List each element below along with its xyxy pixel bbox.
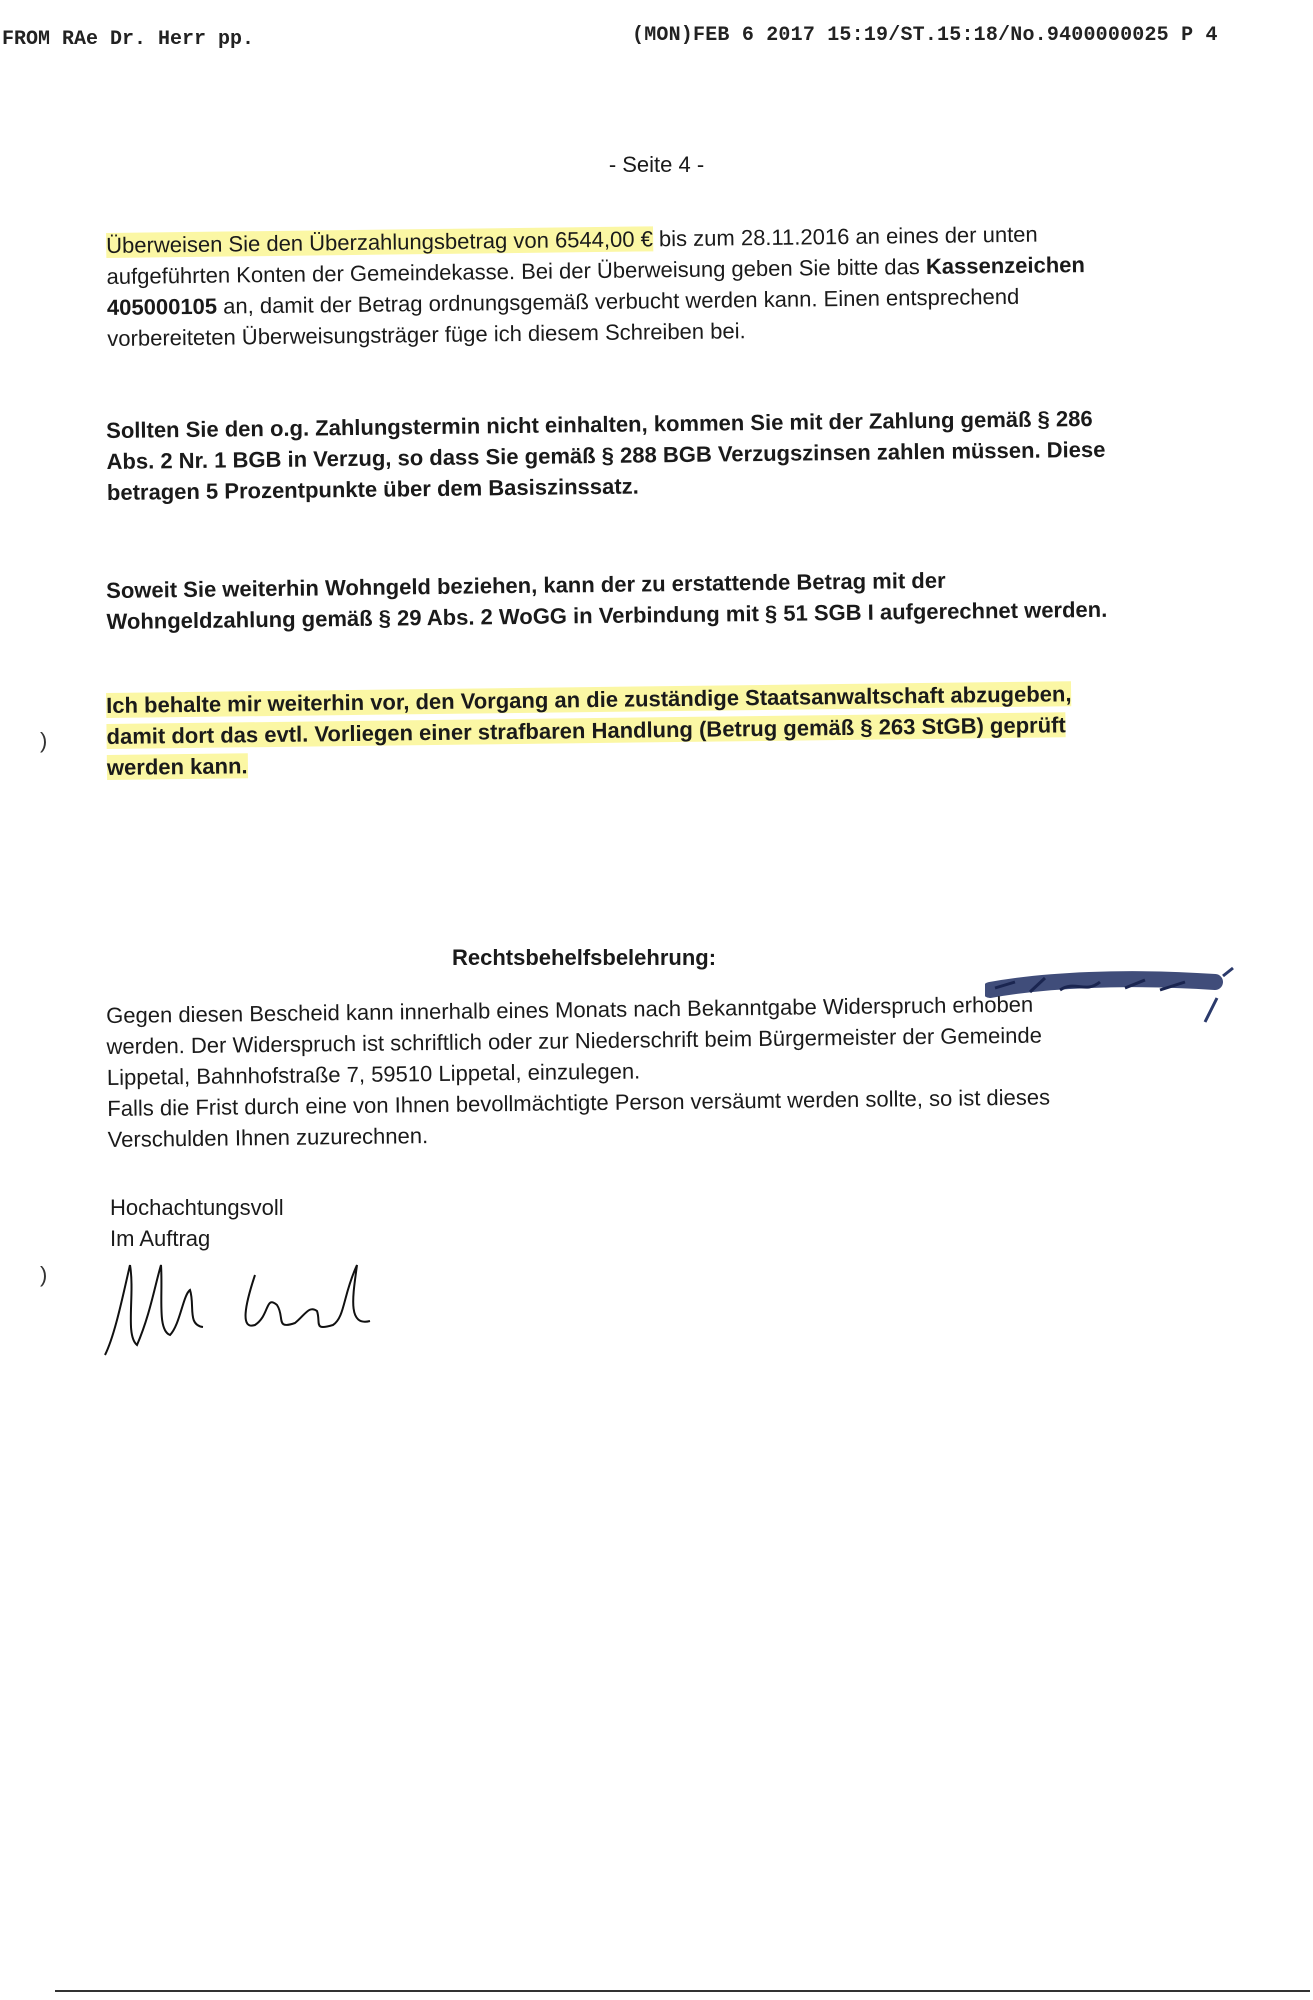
offset-paragraph: Soweit Sie weiterhin Wohngeld beziehen, kann der zu erstattende Betrag mit der Wohngeldzahlung gemäß § 29 Abs. 2 WoGG in Verbindung mit § 51 SGB I aufgerechnet werden. — [106, 567, 1108, 634]
legal-remedy-paragraph — [106, 988, 1118, 1155]
remedy-text-1: Gegen diesen Bescheid kann innerhalb eines Monats nach Bekanntgabe Widerspruch erhoben werden. Der Widerspruch ist schriftlich oder zur Niederschrift beim Bürgermeister der Gemeinde Lippetal, Bahnhofstraße 7, 59510 Lippetal, einzulegen. — [106, 991, 1042, 1090]
payment-paragraph — [106, 218, 1117, 354]
fax-header — [0, 22, 1313, 62]
on-behalf: Im Auftrag — [110, 1226, 211, 1251]
remedy-text-2: Falls die Frist durch eine von Ihnen bevollmächtigte Person versäumt werden sollte, so ist dieses Verschulden Ihnen zuzurechnen. — [107, 1084, 1051, 1152]
footer-rule — [55, 1990, 1310, 1992]
fax-timestamp: (MON)FEB 6 2017 15:19/ST.15:18/No.9400000025 P 4 — [632, 24, 1218, 47]
signature — [95, 1235, 455, 1365]
margin-mark: ) — [40, 728, 48, 753]
page-number: - Seite 4 - — [608, 152, 705, 177]
legal-remedy-heading: Rechtsbehelfsbelehrung: — [452, 945, 717, 970]
highlighted-prosecution-text: Ich behalte mir weiterhin vor, den Vorgang an die zuständige Staatsanwaltschaft abzugeben, damit dort das evtl. Vorliegen einer strafbaren Handlung (Betrug gemäß § 263 StGB) geprüft werden kann. — [106, 681, 1072, 780]
prosecution-paragraph — [106, 678, 1117, 783]
greeting: Hochachtungsvoll — [110, 1195, 284, 1220]
payment-text-a: bis zum 28.11.2016 an eines der unten aufgeführten Konten der Gemeindekasse. Bei der Überweisung geben Sie bitte das — [106, 221, 1038, 289]
fax-sender: FROM RAe Dr. Herr pp. — [2, 28, 255, 51]
default-paragraph: Sollten Sie den o.g. Zahlungstermin nicht einhalten, kommen Sie mit der Zahlung gemäß § 286 Abs. 2 Nr. 1 BGB in Verzug, so dass Sie gemäß § 288 BGB Verzugszinsen zahlen müssen. Diese betragen 5 Prozentpunkte über dem Basiszinssatz. — [106, 405, 1106, 505]
highlighted-amount: Überweisen Sie den Überzahlungsbetrag von 6544,00 € — [106, 226, 654, 258]
payment-text-b: an, damit der Betrag ordnungsgemäß verbucht werden kann. Einen entsprechend vorbereiteten Überweisungsträger füge ich diesem Schreiben bei. — [107, 283, 1020, 351]
margin-mark: ) — [40, 1262, 48, 1287]
cash-reference: Kassenzeichen 405000105 — [106, 252, 1086, 320]
